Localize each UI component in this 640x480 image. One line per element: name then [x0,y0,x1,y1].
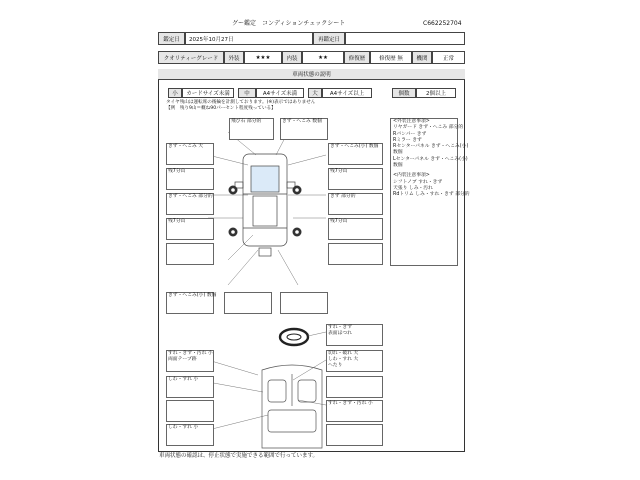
int-box-left-empty [166,400,214,422]
size-medium-desc: A4サイズ未満 [256,88,304,98]
count-value: 2個以上 [416,88,456,98]
int-label-left-2: しわ・すれ 小 [168,377,199,382]
ext-label-left-2: きず・へこみ 部分的 [168,194,213,199]
interior-label: 内装 [282,51,302,64]
size-large-desc: A4サイズ以上 [322,88,372,98]
tire-note-1: タイヤ残山は運転席の後輪を計測しております。(※)表示ではありません [166,100,316,105]
reappraisal-date-value [345,32,465,45]
size-small-label: 小 [168,88,182,98]
size-medium-label: 中 [238,88,256,98]
footer-note: 車両状態の確認は、停止状態で実施できる範囲で行っています。 [159,453,319,459]
car-top-view [225,150,305,262]
int-box-right-3 [326,424,383,446]
appraisal-date-value: 2025年10月27日 [185,32,313,45]
inner-note: シフトノブ すれ・きず [393,179,443,185]
tire-note-2: 【例 残り9山＝概ね90パーセント程度残っている】 [166,106,276,111]
outer-notes-header: <外装注意事項> [393,119,430,124]
ext-label-top-left: 飛び石 部分的 [231,119,262,124]
outer-note: Rバンパー きず [393,131,427,137]
size-small-desc: カードサイズ未満 [182,88,234,98]
reappraisal-date-label: 再鑑定日 [313,32,345,45]
ext-label-left-tire: 残7分山 [168,169,186,174]
int-label-steering: すれ・きず [328,325,352,330]
int-label-right-1c: へたり [328,363,343,368]
car-interior-view [254,360,330,456]
int-label-steering-2: 表面ほつれ [328,331,352,336]
int-label-left-1: すれ・きず・汚れ 小 [168,351,213,356]
inner-note: 天張り しみ・汚れ [393,185,433,191]
int-label-left-3: しわ・すれ 小 [168,425,199,430]
ext-box-right-4 [328,243,383,265]
outer-note: リヤガード きず・へこみ 部分的 [393,125,464,131]
int-label-left-1b: 両面テープ跡 [168,357,197,362]
ext-box-left-4 [166,243,214,265]
ext-label-right-2: きず 部分的 [330,194,356,199]
sheet-title: グー鑑定 コンディションチェックシート [232,20,346,27]
exterior-stars: ★★★ [244,51,282,64]
sheet-code: C662252704 [423,20,462,27]
inner-note: Rdトリム しみ・すれ・きず 部分的 [393,192,470,198]
count-label: 個数 [392,88,416,98]
ext-box-bottom-center [224,292,272,314]
meter-label: 機関 [412,51,432,64]
ext-label-right-3: 残7分山 [330,219,348,224]
ext-label-top-center: きず・へこみ 数個 [282,119,322,124]
ext-box-bottom-right [280,292,328,314]
exterior-label: 外装 [224,51,244,64]
repair-label: 修復歴 [344,51,370,64]
outer-note: 数個 [393,163,403,169]
outer-note: Rセンターパネル きず・へこみ(小) [393,144,469,150]
notes-content [393,119,470,199]
ext-label-right-tire: 残7分山 [330,169,348,174]
size-large-label: 大 [308,88,322,98]
repair-value: 修復歴 無 [370,51,412,64]
ext-label-right-1: きず・へこみ(小) 数個 [330,144,379,149]
int-label-right-1b: しわ・すれ 大 [328,357,359,362]
ext-label-left-3: 残7分山 [168,219,186,224]
int-box-right-empty [326,376,383,398]
outer-note: Lセンターパネル きず・へこみ(小) [393,156,468,162]
ext-label-bottom-left: きず・へこみ(小) 数個 [168,293,217,298]
appraisal-date-label: 鑑定日 [158,32,185,45]
int-label-right-1: 切れ・破れ 大 [328,351,359,356]
outer-note: Rミラー きず [393,137,422,143]
quality-grade-label: クオリティーグレード [158,51,224,64]
inner-notes-header: <内装注意事項> [393,173,430,179]
outer-note: 数個 [393,150,403,156]
interior-stars: ★★ [302,51,344,64]
meter-value: 正常 [432,51,465,64]
condition-title: 車両状態の説明 [158,69,465,80]
int-label-right-2: すれ・きず・汚れ 小 [328,401,373,406]
ext-label-left-1: きず・へこみ 大 [168,144,204,149]
